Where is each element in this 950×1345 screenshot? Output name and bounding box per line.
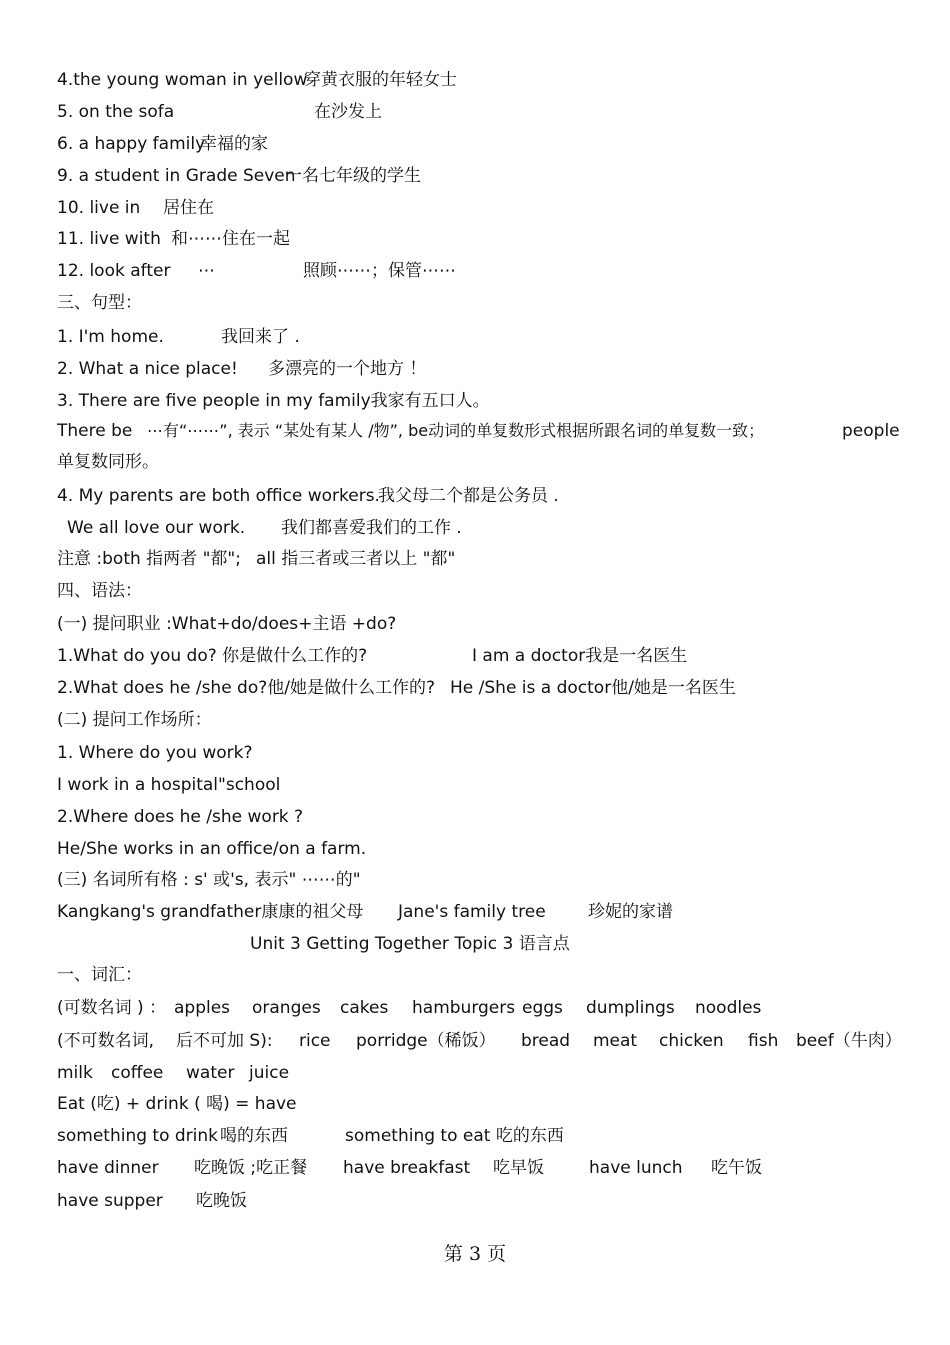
phrase-zh: 一名七年级的学生 — [285, 166, 421, 186]
vocab-label: (不可数名词, — [57, 1031, 155, 1051]
phrase-zh: 和⋯⋯住在一起 — [171, 229, 290, 249]
vocab-word: water — [186, 1063, 235, 1083]
sentence-en: 2. What a nice place! — [57, 359, 238, 379]
grammar-heading-text: (二) 提问工作场所： — [57, 710, 212, 730]
grammar-text: 1. Where do you work? — [57, 743, 253, 763]
phrase-en: 9. a student in Grade Seven — [57, 166, 296, 186]
vocab-word: fish — [748, 1031, 779, 1051]
vocab-phrase: have supper — [57, 1191, 163, 1211]
vocab-word: dumplings — [586, 998, 675, 1018]
grammar-answer: He /She is a doctor他/她是一名医生 — [450, 678, 736, 698]
vocab-word: chicken — [659, 1031, 724, 1051]
section-heading-text: 三、句型： — [57, 293, 142, 313]
vocab-phrase: 吃晚饭 — [196, 1191, 247, 1211]
vocab-phrase: have breakfast — [343, 1158, 471, 1178]
vocab-phrase: something to drink — [57, 1126, 219, 1146]
sentence-en: We all love our work. — [67, 518, 246, 538]
sentence-en: 4. My parents are both office workers. — [57, 486, 380, 506]
grammar-answer: I am a doctor我是一名医生 — [472, 646, 688, 666]
section-heading-text: 四、语法： — [57, 581, 142, 601]
sentence-zh: 我回来了 . — [221, 327, 300, 347]
vocab-word: coffee — [111, 1063, 164, 1083]
phrase-zh: 照顾⋯⋯；保管⋯⋯ — [303, 261, 456, 281]
vocab-phrase: 吃晚饭 ;吃正餐 — [194, 1158, 308, 1178]
vocab-word: eggs — [522, 998, 563, 1018]
vocab-word: meat — [593, 1031, 638, 1051]
grammar-example: Jane's family tree — [398, 902, 546, 922]
vocab-word: noodles — [695, 998, 762, 1018]
phrase-zh: 穿黄衣服的年轻女士 — [304, 70, 457, 90]
grammar-question: 2.What does he /she do?他/她是做什么工作的? — [57, 678, 436, 698]
grammar-heading-text: (三) 名词所有格 : s' 或's, 表示" ⋯⋯的" — [57, 870, 361, 890]
vocab-label: (可数名词 ) ： — [57, 998, 167, 1018]
grammar-example: Kangkang's grandfather康康的祖父母 — [57, 902, 364, 922]
phrase-dots: ⋯ — [198, 261, 215, 281]
vocab-phrase: 吃早饭 — [493, 1158, 544, 1178]
grammar-text: 2.Where does he /she work ? — [57, 807, 304, 827]
grammar-question: 1.What do you do? 你是做什么工作的? — [57, 646, 368, 666]
phrase-en: 11. live with — [57, 229, 161, 249]
page-number: 第 3 页 — [443, 1243, 507, 1265]
vocab-phrase: 喝的东西 — [220, 1126, 288, 1146]
sentence-zh: 我父母二个都是公务员 . — [378, 486, 559, 506]
vocab-phrase: have dinner — [57, 1158, 159, 1178]
vocab-phrase: have lunch — [589, 1158, 683, 1178]
phrase-en: 12. look after — [57, 261, 171, 281]
phrase-zh: 在沙发上 — [314, 102, 382, 122]
vocab-word: milk — [57, 1063, 93, 1083]
vocab-phrase: 吃午饭 — [711, 1158, 762, 1178]
grammar-example: 珍妮的家谱 — [588, 902, 673, 922]
note-both: 注意 :both 指两者 "都"; — [57, 549, 241, 569]
sentence-en: 1. I'm home. — [57, 327, 164, 347]
vocab-word: rice — [299, 1031, 331, 1051]
sentence-en: 3. There are five people in my family我家有五口人。 — [57, 391, 490, 411]
phrase-en: 4.the young woman in yellow — [57, 70, 308, 90]
vocab-word: oranges — [252, 998, 321, 1018]
there-be-term: There be — [57, 421, 133, 441]
grammar-text: I work in a hospital"school — [57, 775, 281, 795]
vocab-word: apples — [174, 998, 231, 1018]
vocab-word: porridge（稀饭） — [356, 1031, 496, 1051]
there-be-tail: 单复数同形。 — [57, 452, 159, 472]
sentence-zh: 多漂亮的一个地方 ！ — [268, 359, 427, 379]
sentence-zh: 我们都喜爱我们的工作 . — [281, 518, 462, 538]
vocab-phrase: something to eat 吃的东西 — [345, 1126, 564, 1146]
vocab-eat-drink: Eat (吃) + drink ( 喝) = have — [57, 1094, 297, 1114]
vocab-word: bread — [521, 1031, 571, 1051]
phrase-zh: 幸福的家 — [200, 134, 268, 154]
vocab-word: hamburgers — [412, 998, 516, 1018]
vocab-word: beef（牛肉） — [796, 1031, 902, 1051]
phrase-en: 10. live in — [57, 198, 141, 218]
unit-title-text: Unit 3 Getting Together Topic 3 语言点 — [250, 934, 570, 954]
grammar-text: He/She works in an office/on a farm. — [57, 839, 367, 859]
vocab-word: juice — [249, 1063, 290, 1083]
phrase-zh: 居住在 — [163, 198, 214, 218]
there-be-explain: ⋯有“⋯⋯”, 表示 “某处有某人 /物”, be动词的单复数形式根据所跟名词的单复数一致； — [147, 421, 765, 440]
there-be-people: people — [842, 421, 900, 441]
vocab-label: 后不可加 S): — [176, 1031, 273, 1051]
section-heading-text: 一、词汇： — [57, 965, 142, 985]
phrase-en: 5. on the sofa — [57, 102, 175, 122]
phrase-en: 6. a happy family — [57, 134, 206, 154]
grammar-heading-text: (一) 提问职业 :What+do/does+主语 +do? — [57, 614, 397, 634]
note-all: all 指三者或三者以上 "都" — [256, 549, 456, 569]
vocab-word: cakes — [340, 998, 389, 1018]
